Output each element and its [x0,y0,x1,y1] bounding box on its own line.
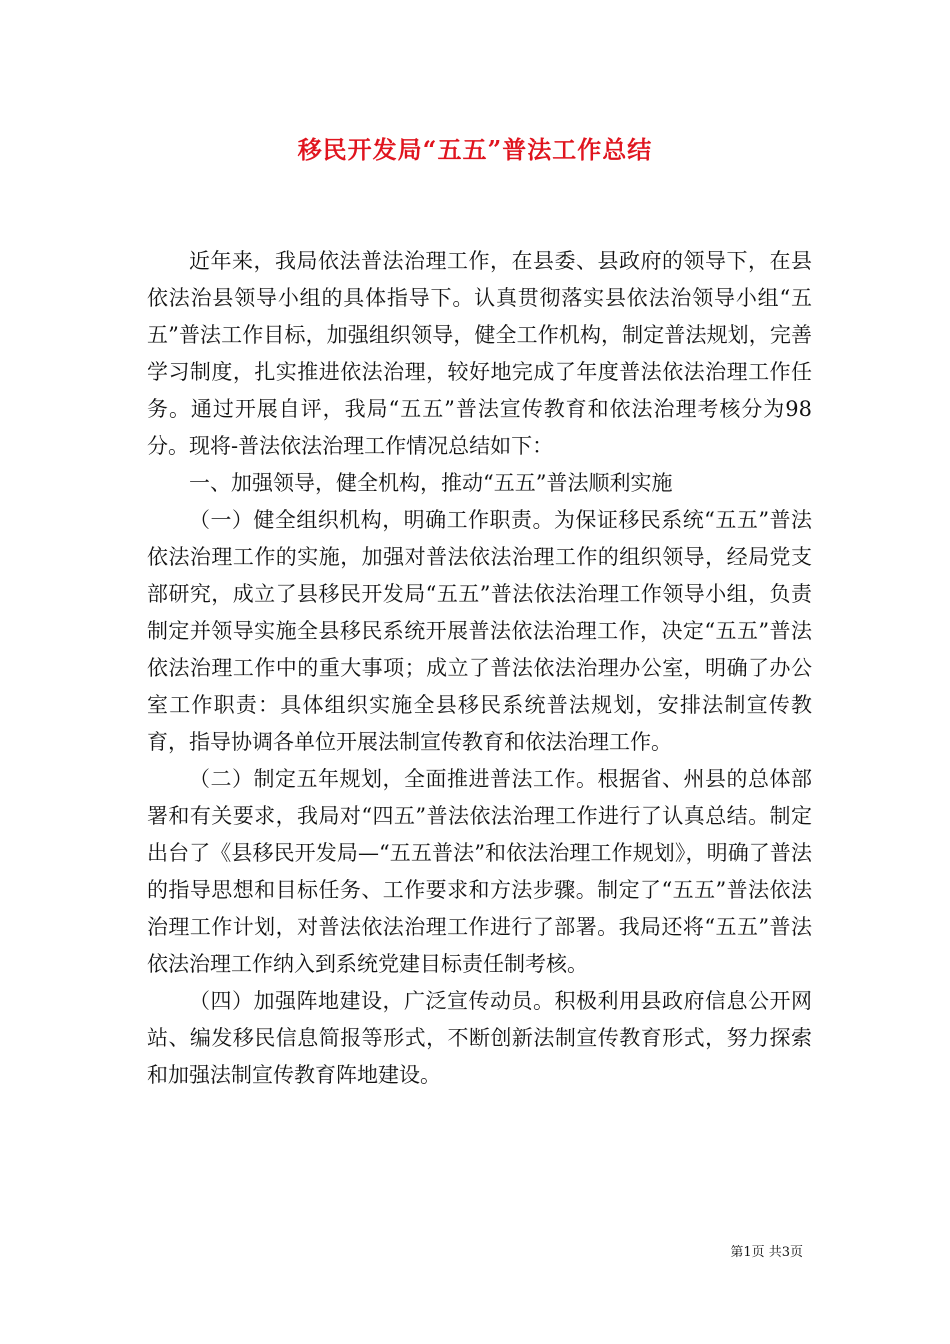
page-number-footer: 第1页 共3页 [730,1245,803,1260]
paragraph-section-1-1: （一）健全组织机构，明确工作职责。为保证移民系统“五五”普法依法治理工作的实施，加强对普法依法治理工作的组织领导，经局党支部研究，成立了县移民开发局“五五”普法依法治理工作领导小组，负责制定并领导实施全县移民系统开展普法依法治理工作，决定“五五”普法依法治理工作中的重大事项；成立了普法依法治理办公室，明确了办公室工作职责：具体组织实施全县移民系统普法规划，安排法制宣传教育，指导协调各单位开展法制宣传教育和依法治理工作。 [147,508,812,754]
paragraph-section-1-2: （二）制定五年规划，全面推进普法工作。根据省、州县的总体部署和有关要求，我局对“四五”普法依法治理工作进行了认真总结。制定出台了《县移民开发局—“五五普法”和依法治理工作规划》，明确了普法的指导思想和目标任务、工作要求和方法步骤。制定了“五五”普法依法治理工作计划，对普法依法治理工作进行了部署。我局还将“五五”普法依法治理工作纳入到系统党建目标责任制考核。 [147,767,812,976]
paragraph-section-1-4: （四）加强阵地建设，广泛宣传动员。积极利用县政府信息公开网站、编发移民信息简报等形式，不断创新法制宣传教育形式，努力探索和加强法制宣传教育阵地建设。 [147,989,812,1087]
section-heading-1: 一、加强领导，健全机构，推动“五五”普法顺利实施 [189,471,673,495]
document-title: 移民开发局“五五”普法工作总结 [297,135,653,164]
document-body [147,243,812,1094]
paragraph-intro: 近年来，我局依法普法治理工作，在县委、县政府的领导下，在县依法治县领导小组的具体指导下。认真贯彻落实县依法治领导小组“五五”普法工作目标，加强组织领导，健全工作机构，制定普法规划，完善学习制度，扎实推进依法治理，较好地完成了年度普法依法治理工作任务。通过开展自评，我局“五五”普法宣传教育和依法治理考核分为98分。现将-普法依法治理工作情况总结如下： [147,249,812,458]
